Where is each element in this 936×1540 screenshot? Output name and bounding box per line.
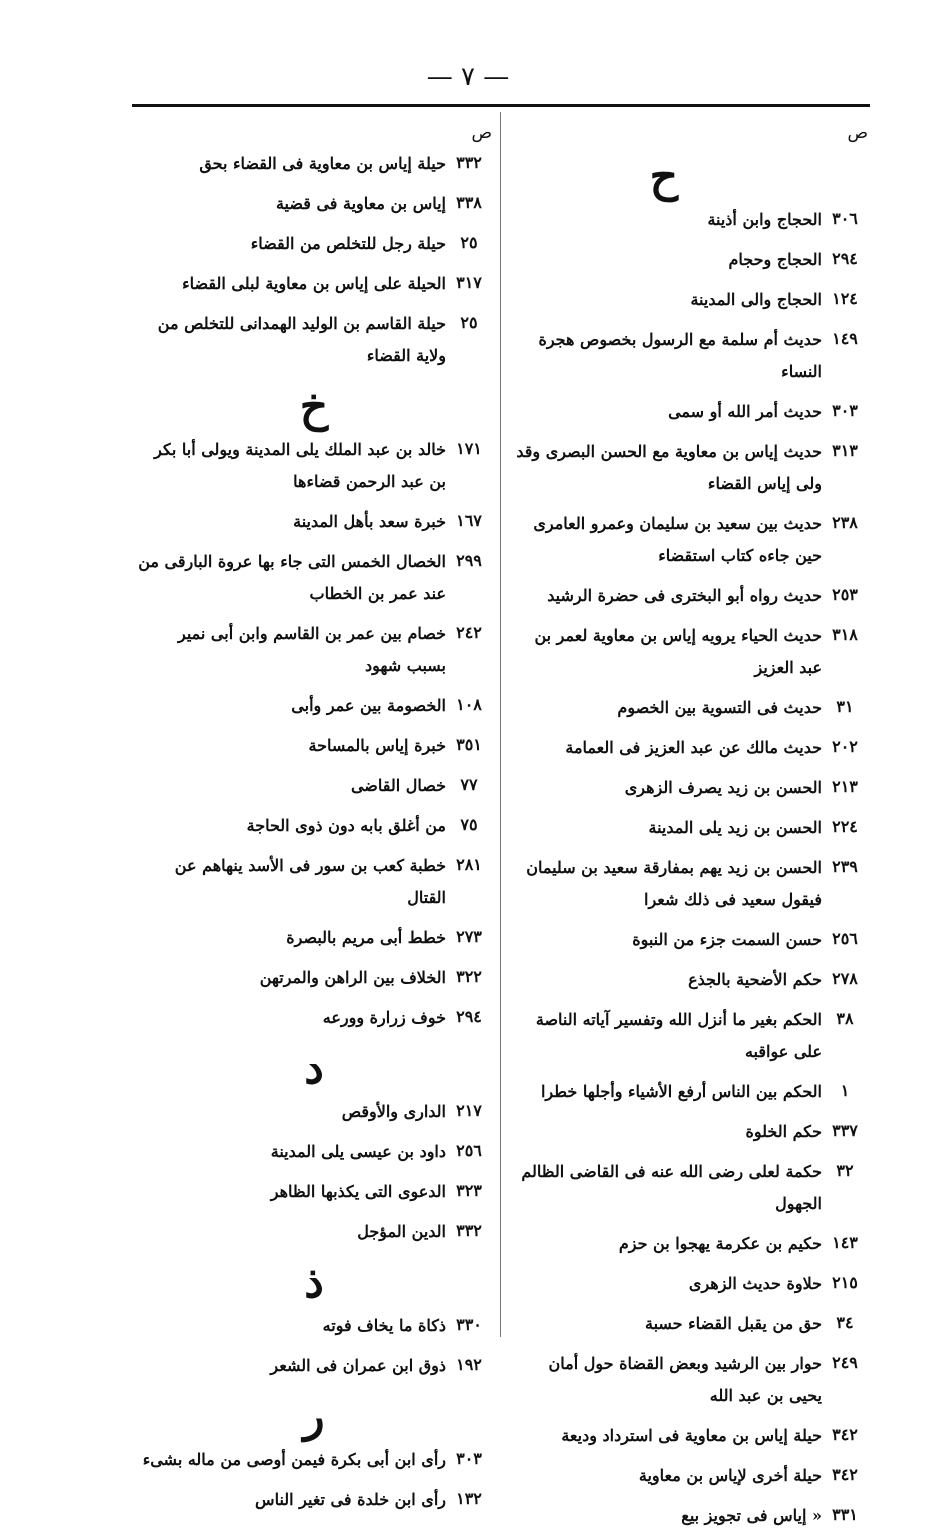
entry-title: حوار بين الرشيد وبعض القضاة حول أمان يحيى بن عبد الله [548, 1354, 822, 1405]
entry-page-number: ٢٨١ [456, 855, 482, 874]
entry-page-number: ١٣٢ [456, 1489, 482, 1508]
entry-title: رأى ابن خلدة فى تغير الناس [255, 1490, 446, 1509]
entry-page-number: ٣٤٢ [832, 1425, 858, 1444]
entry-title: الحسن بن زيد يلى المدينة [648, 818, 822, 837]
index-entry [136, 506, 492, 538]
entry-page-number: ٣١٨ [832, 625, 858, 644]
entry-title: خبرة إياس بالمساحة [308, 736, 446, 755]
entry-page-number: ٣٤٢ [832, 1465, 858, 1484]
index-entry [136, 1096, 492, 1128]
entry-page-number: ٣١٣ [832, 441, 858, 460]
index-entry [136, 1444, 492, 1476]
index-entry [512, 508, 868, 572]
entry-page-number: ٢٥ [460, 233, 478, 252]
index-entry [136, 1484, 492, 1516]
entry-title: خوف زرارة وورعه [322, 1008, 446, 1027]
page-number: — ٧ — [426, 62, 510, 92]
entry-page-number: ٣٣٢ [456, 153, 482, 172]
index-entry [512, 1268, 868, 1300]
entry-title: ذوق ابن عمران فى الشعر [270, 1356, 446, 1375]
entry-page-number: ٢٩٤ [832, 249, 858, 268]
index-entry [512, 1348, 868, 1412]
entry-page-number: ٢٧٣ [456, 927, 482, 946]
entry-page-number: ١٤٩ [832, 329, 858, 348]
index-entry [512, 580, 868, 612]
entry-title: حيلة القاسم بن الوليد الهمدانى للتخلص من ولاية القضاء [157, 314, 446, 365]
entry-title: حكيم بن عكرمة يهجوا بن حزم [618, 1234, 822, 1253]
entry-title: حديث مالك عن عبد العزيز فى العمامة [565, 738, 822, 757]
entry-title: حسن السمت جزء من النبوة [632, 930, 822, 949]
entry-page-number: ٣١٧ [456, 273, 482, 292]
entry-page-number: ١ [840, 1081, 850, 1100]
index-entry [512, 924, 868, 956]
index-entry [512, 1116, 868, 1148]
section-letter: ذ [304, 1257, 324, 1308]
entry-title: حديث أم سلمة مع الرسول بخصوص هجرة النساء [538, 330, 822, 381]
index-entry [136, 618, 492, 682]
entry-page-number: ٢٥٣ [832, 585, 858, 604]
index-entry [512, 812, 868, 844]
entry-title: الدارى والأوقص [341, 1102, 446, 1121]
entry-title: إياس بن معاوية فى قضية [275, 194, 446, 213]
index-entry [136, 922, 492, 954]
index-entry [512, 284, 868, 316]
entry-page-number: ٣٠٣ [832, 401, 858, 420]
index-column-left [136, 118, 492, 1524]
entry-page-number: ٣٨ [836, 1009, 854, 1028]
index-entry [136, 148, 492, 180]
entry-title: الحسن بن زيد يهم بمفارقة سعيد بن سليمان فيقول سعيد فى ذلك شعرا [526, 858, 822, 909]
entry-page-number: ١٢٤ [832, 289, 858, 308]
entry-title: من أغلق بابه دون ذوى الحاجة [246, 816, 446, 835]
index-entry [512, 1308, 868, 1340]
entry-page-number: ٣٣٨ [456, 193, 482, 212]
entry-title: داود بن عيسى يلى المدينة [270, 1142, 446, 1161]
index-entry [136, 1350, 492, 1382]
entry-title: الحسن بن زيد يصرف الزهرى [624, 778, 822, 797]
entry-page-number: ٣٢ [836, 1161, 854, 1180]
section-letter: ر [303, 1391, 325, 1442]
left-sections [136, 148, 492, 1516]
page-ref-header: ص [471, 123, 492, 143]
entry-page-number: ١٤٣ [832, 1233, 858, 1252]
entry-page-number: ٣٤ [836, 1313, 854, 1332]
index-entry [136, 1216, 492, 1248]
index-entry [512, 436, 868, 500]
entry-title: خصال القاضى [350, 776, 446, 795]
index-entry [136, 228, 492, 260]
section-letter: خ [299, 381, 329, 432]
index-entry [136, 546, 492, 610]
index-entry [136, 962, 492, 994]
entry-page-number: ٣١ [836, 697, 854, 716]
entry-title: خبرة سعد بأهل المدينة [293, 512, 446, 531]
index-entry [136, 1136, 492, 1168]
entry-page-number: ٣٣٧ [832, 1121, 858, 1140]
entry-title: الحجاج والى المدينة [690, 290, 822, 309]
index-entry [512, 324, 868, 388]
index-entry [136, 810, 492, 842]
entry-page-number: ٢٣٨ [832, 513, 858, 532]
index-entry [512, 1004, 868, 1068]
entry-title: « إياس فى تجويز بيع [681, 1506, 822, 1525]
entry-title: رأى ابن أبى بكرة فيمن أوصى من ماله بشىء [142, 1450, 446, 1469]
entry-title: حق من يقبل القضاء حسبة [644, 1314, 822, 1333]
entry-title: حيلة أخرى لإياس بن معاوية [638, 1466, 822, 1485]
index-entry [136, 850, 492, 914]
entry-page-number: ٣٣١ [832, 1505, 858, 1524]
entry-page-number: ٢٥ [460, 313, 478, 332]
index-entry [512, 1500, 868, 1532]
index-entry [136, 1176, 492, 1208]
entry-title: خطط أبى مريم بالبصرة [286, 928, 446, 947]
index-entry [136, 1002, 492, 1034]
section-letter: ح [649, 151, 678, 202]
index-entry [136, 268, 492, 300]
entry-page-number: ٢٥٦ [832, 929, 858, 948]
entry-title: الخلاف بين الراهن والمرتهن [259, 968, 446, 987]
index-entry [512, 1420, 868, 1452]
index-entry [512, 1076, 868, 1108]
entry-title: الدين المؤجل [357, 1222, 446, 1241]
index-entry [512, 204, 868, 236]
index-entry [512, 620, 868, 684]
entry-title: الحكم بين الناس أرفع الأشياء وأجلها خطرا [540, 1082, 822, 1101]
entry-title: حديث فى التسوية بين الخصوم [617, 698, 822, 717]
entry-page-number: ٣٠٦ [832, 209, 858, 228]
entry-page-number: ٢١٥ [832, 1273, 858, 1292]
header-rule [132, 104, 870, 107]
entry-title: حيلة إياس بن معاوية فى القضاء بحق [199, 154, 446, 173]
entry-title: حيلة إياس بن معاوية فى استرداد وديعة [561, 1426, 822, 1445]
index-entry [512, 1228, 868, 1260]
index-entry [512, 964, 868, 996]
column-divider [500, 112, 501, 1337]
entry-title: الحكم بغير ما أنزل الله وتفسير آياته الناصة على عواقبه [535, 1010, 822, 1061]
section-letter: د [304, 1043, 324, 1094]
entry-page-number: ٣٠٣ [456, 1449, 482, 1468]
entry-page-number: ٣٢٣ [456, 1181, 482, 1200]
entry-title: ذكاة ما يخاف فوته [322, 1316, 446, 1335]
entry-title: حديث أمر الله أو سمى [668, 402, 822, 421]
entry-page-number: ٧٧ [460, 775, 478, 794]
entry-page-number: ٢٤٢ [456, 623, 482, 642]
index-entry [136, 770, 492, 802]
entry-title: حديث الحياء يرويه إياس بن معاوية لعمر بن عبد العزيز [534, 626, 822, 677]
index-column-right [512, 118, 868, 1540]
entry-page-number: ١٧١ [456, 439, 482, 458]
index-entry [136, 690, 492, 722]
index-entry [136, 188, 492, 220]
entry-page-number: ١٠٨ [456, 695, 482, 714]
right-sections [512, 150, 868, 1532]
entry-title: الخصال الخمس التى جاء بها عروة البارقى من عند عمر بن الخطاب [138, 552, 446, 603]
index-entry [136, 1310, 492, 1342]
index-entry [136, 308, 492, 372]
entry-title: الحيلة على إياس بن معاوية لبلى القضاء [182, 274, 446, 293]
entry-title: خطبة كعب بن سور فى الأسد ينهاهم عن القتال [174, 856, 446, 907]
entry-page-number: ٢٥٦ [456, 1141, 482, 1160]
index-entry [512, 732, 868, 764]
index-entry [512, 772, 868, 804]
entry-page-number: ٢٠٢ [832, 737, 858, 756]
index-entry [512, 396, 868, 428]
entry-page-number: ٢٣٩ [832, 857, 858, 876]
entry-page-number: ٣٥١ [456, 735, 482, 754]
entry-page-number: ٣٢٢ [456, 967, 482, 986]
index-entry [512, 692, 868, 724]
entry-page-number: ١٩٢ [456, 1355, 482, 1374]
entry-title: خالد بن عبد الملك يلى المدينة ويولى أبا بكر بن عبد الرحمن قضاءها [154, 440, 446, 491]
entry-page-number: ٢١٣ [832, 777, 858, 796]
entry-page-number: ٢١٧ [456, 1101, 482, 1120]
entry-title: حيلة رجل للتخلص من القضاء [250, 234, 446, 253]
entry-title: حكم الأضحية بالجذع [688, 970, 822, 989]
entry-title: حكمة لعلى رضى الله عنه فى القاضى الظالم الجهول [521, 1162, 822, 1213]
index-entry [512, 244, 868, 276]
entry-title: حكم الخلوة [745, 1122, 822, 1141]
index-entry [136, 434, 492, 498]
entry-title: حديث بين سعيد بن سليمان وعمرو العامرى حين جاءه كتاب استقضاء [533, 514, 822, 565]
page-ref-header: ص [847, 123, 868, 143]
entry-page-number: ٢٩٩ [456, 551, 482, 570]
index-entry [512, 852, 868, 916]
index-entry [136, 730, 492, 762]
entry-page-number: ٢٩٤ [456, 1007, 482, 1026]
entry-title: خصام بين عمر بن القاسم وابن أبى نمير بسبب شهود [178, 624, 446, 675]
entry-title: حديث إياس بن معاوية مع الحسن البصرى وقد ولى إياس القضاء [516, 442, 822, 493]
entry-title: الحجاج وحجام [728, 250, 822, 269]
entry-title: الدعوى التى يكذبها الظاهر [270, 1182, 446, 1201]
entry-page-number: ٧٥ [460, 815, 478, 834]
entry-page-number: ٣٣٢ [456, 1221, 482, 1240]
entry-title: حلاوة حديث الزهرى [688, 1274, 822, 1293]
entry-page-number: ٢٢٤ [832, 817, 858, 836]
entry-title: حديث رواه أبو البخترى فى حضرة الرشيد [547, 586, 822, 605]
index-entry [512, 1156, 868, 1220]
entry-page-number: ١٦٧ [456, 511, 482, 530]
entry-page-number: ٢٤٩ [832, 1353, 858, 1372]
entry-title: الخصومة بين عمر وأبى [291, 696, 446, 715]
entry-title: الحجاج وابن أذينة [707, 210, 822, 229]
entry-page-number: ٣٣٠ [456, 1315, 482, 1334]
entry-page-number: ٢٧٨ [832, 969, 858, 988]
index-entry [512, 1460, 868, 1492]
